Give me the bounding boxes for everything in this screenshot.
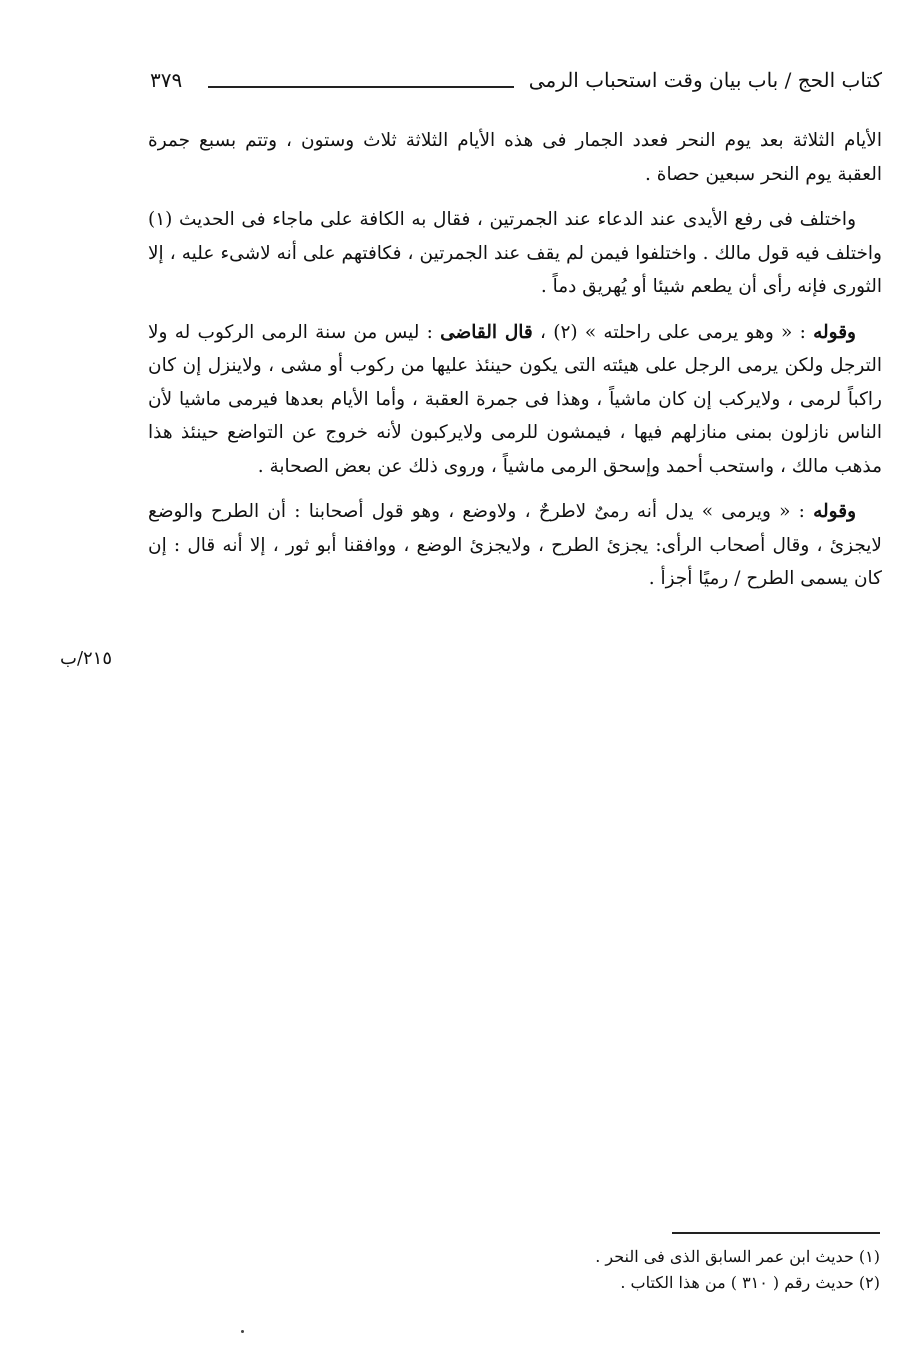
paragraph-lead: وقوله <box>813 501 856 522</box>
manuscript-folio-note: ٢١٥/ب <box>60 648 113 669</box>
main-text <box>148 124 882 608</box>
footnote-2: (٢) حديث رقم ( ٣١٠ ) من هذا الكتاب . <box>620 1273 880 1292</box>
footnote-rule <box>672 1232 880 1234</box>
quoted-hadith: : « وهو يرمى على راحلته » (٢) ، <box>540 321 806 343</box>
footnotes <box>420 1244 880 1296</box>
commentary-text: : « ويرمى » يدل أنه رمىٌ لاطرحٌ ، ولاوضع ، وهو قول أصحابنا : أن الطرح والوضع لايجزئ ، وقال أصحاب الرأى: يجزئ الطرح ، ولايجزئ الوضع ، ووافقنا أبو ثور ، إلا أنه قال : إن كان يسمى الطرح / رميًا أجزأ . <box>148 501 882 589</box>
footnote-1: (١) حديث ابن عمر السابق الذى فى النحر . <box>595 1247 880 1266</box>
paragraph-1: الأيام الثلاثة بعد يوم النحر فعدد الجمار فى هذه الأيام الثلاثة ثلاث وستون ، وتتم بسبع جمرة العقبة يوم النحر سبعين حصاة . <box>148 130 882 185</box>
print-speck <box>241 1330 244 1333</box>
paragraph-lead: وقوله <box>813 321 856 343</box>
paragraph-4 <box>148 495 882 596</box>
commentary-text: : ليس من سنة الرمى الركوب له ولا الترجل ولكن يرمى الرجل على هيئته التى يكون حينئذ عليها من ركوب أو مشى ، ولاينزل إن كان راكباً لرمى ، ولايركب إن كان ماشياً ، وهذا فى جمرة العقبة ، وأما الأيام بعدها فيرمى ماشيا لأن الناس نازلون بمنى منازلهم فيها ، فيمشون للرمى ولايركبون لأنه خروج عن التواضع حينئذ هذا مذهب مالك ، واستحب أحمد وإسحق الرمى ماشياً ، وروى ذلك عن بعض الصحابة . <box>148 321 882 477</box>
speaker-label: قال القاضى <box>440 321 533 343</box>
paragraph-2: واختلف فى رفع الأيدى عند الدعاء عند الجمرتين ، فقال به الكافة على ماجاء فى الحديث (١) واختلف فيه قول مالك . واختلفوا فيمن لم يقف عند الجمرتين ، فكافتهم على أنه لاشىء عليه ، إلا الثورى فإنه رأى أن يطعم شيئا أو يُهريق دماً . <box>148 209 882 297</box>
page-number: ٣٧٩ <box>150 68 183 92</box>
running-header <box>150 68 882 102</box>
header-rule <box>208 86 514 88</box>
chapter-title: كتاب الحج / باب بيان وقت استحباب الرمى <box>528 68 882 92</box>
paragraph-3 <box>148 316 882 484</box>
